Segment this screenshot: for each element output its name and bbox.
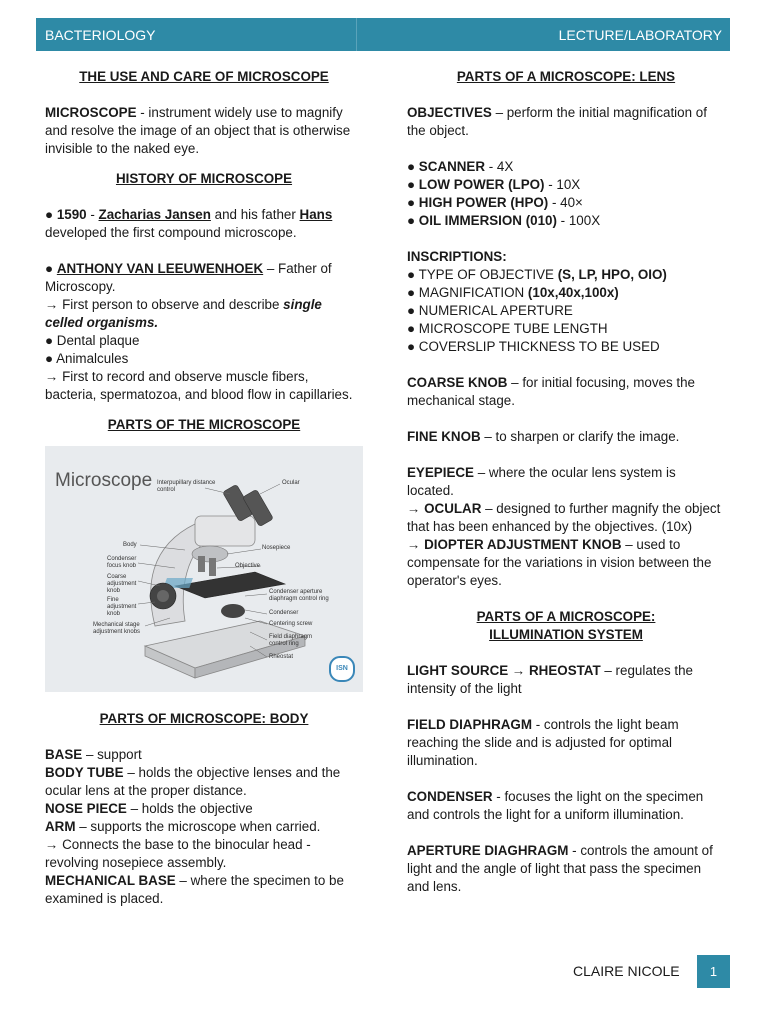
fine-knob	[407, 428, 725, 446]
label-cond-aperture: Condenser aperture diaphragm control ring	[269, 589, 329, 602]
term-lpo: ● LOW POWER (LPO)	[407, 177, 545, 192]
page-number: 1	[697, 955, 730, 988]
term-field-diaphragm: FIELD DIAPHRAGM	[407, 717, 532, 732]
history-name-jansen: Zacharias Jansen	[98, 207, 211, 222]
def-objectives: – perform the initial magnification of the object.	[407, 105, 707, 138]
term-eyepiece: EYEPIECE	[407, 465, 474, 480]
heading-use-and-care: THE USE AND CARE OF MICROSCOPE	[79, 69, 329, 84]
def-base: – support	[82, 747, 142, 762]
history-end: developed the first compound microscope.	[45, 225, 297, 240]
inscription-type-text: ● TYPE OF OBJECTIVE	[407, 267, 558, 282]
history-mid: and his father	[210, 207, 300, 222]
coarse-knob	[407, 374, 725, 410]
label-nosepiece: Nosepiece	[262, 545, 291, 551]
label-body: Body	[123, 542, 137, 548]
heading-lens: PARTS OF A MICROSCOPE: LENS	[456, 69, 676, 84]
aperture-diaphragm	[407, 842, 725, 896]
microscope-definition	[45, 104, 363, 158]
leeuwenhoek-name: ANTHONY VAN LEEUWENHOEK	[56, 261, 264, 276]
term-mechanical-base: MECHANICAL BASE	[45, 873, 176, 888]
val-scanner: - 4X	[485, 159, 514, 174]
body-nosepiece	[45, 800, 363, 818]
header-divider	[356, 18, 357, 51]
header-section: LECTURE/LABORATORY	[558, 27, 722, 43]
label-coarse: Coarse adjustment knob	[107, 574, 137, 594]
diopter-knob	[407, 536, 725, 590]
leeuwenhoek-item-animalcules: ● Animalcules	[45, 351, 129, 366]
val-oio: - 100X	[556, 213, 601, 228]
isn-logo: ISN	[329, 656, 355, 682]
term-microscope: MICROSCOPE	[45, 105, 137, 120]
label-fine: Fine adjustment knob	[107, 597, 137, 617]
label-interpupillary: Interpupillary distance control	[157, 480, 216, 493]
term-arm: ARM	[45, 819, 76, 834]
inscription-mag-text: ● MAGNIFICATION	[407, 285, 528, 300]
right-column	[407, 68, 725, 896]
term-fine-knob: FINE KNOB	[407, 429, 481, 444]
history-jansen	[45, 206, 363, 242]
def-arm: – supports the microscope when carried.	[75, 819, 321, 834]
term-scanner: ● SCANNER	[407, 159, 486, 174]
label-rheostat: Rheostat	[269, 654, 294, 660]
term-oio: ● OIL IMMERSION (010)	[407, 213, 557, 228]
inscription-magnification	[407, 284, 725, 302]
def-eyepiece: – where the ocular lens system is located.	[407, 465, 676, 498]
term-condenser: CONDENSER	[407, 789, 493, 804]
label-ocular: Ocular	[282, 480, 300, 486]
inscription-aperture: ● NUMERICAL APERTURE	[407, 303, 573, 318]
history-sep: -	[86, 207, 99, 222]
heading-history: HISTORY OF MICROSCOPE	[115, 171, 293, 186]
history-name-hans: Hans	[299, 207, 333, 222]
body-base	[45, 746, 363, 764]
term-base: BASE	[45, 747, 83, 762]
term-light-source: LIGHT SOURCE → RHEOSTAT	[407, 663, 601, 678]
body-arm	[45, 818, 363, 836]
microscope-diagram	[45, 446, 363, 692]
term-aperture-diaphragm: APERTURE DIAGHRAGM	[407, 843, 569, 858]
term-ocular: → OCULAR	[407, 501, 482, 516]
term-diopter: → DIOPTER ADJUSTMENT KNOB	[407, 537, 622, 552]
def-body-tube: – holds the objective lenses and the ocular lens at the proper distance.	[45, 765, 341, 798]
leeuwenhoek-fact-1-text: → First person to observe and describe	[45, 297, 284, 312]
inscription-type	[407, 266, 725, 284]
heading-illumination-1: PARTS OF A MICROSCOPE:	[476, 609, 656, 624]
def-fine-knob: – to sharpen or clarify the image.	[480, 429, 680, 444]
label-condenser: Condenser	[269, 610, 299, 616]
heading-parts: PARTS OF THE MICROSCOPE	[107, 417, 301, 432]
inscription-coverslip: ● COVERSLIP THICKNESS TO BE USED	[407, 339, 660, 354]
history-year: 1590	[56, 207, 87, 222]
label-field-diaphragm: Field diaphragm control ring	[269, 634, 313, 647]
def-coarse-knob: – for initial focusing, moves the mechanical stage.	[407, 375, 695, 408]
inscription-mag-values: (10x,40x,100x)	[527, 285, 619, 300]
eyepiece	[407, 464, 725, 500]
label-objective: Objective	[235, 563, 261, 569]
def-condenser: - focuses the light on the specimen and controls the light for a uniform illumination.	[407, 789, 704, 822]
def-nose-piece: – holds the objective	[126, 801, 253, 816]
term-nose-piece: NOSE PIECE	[45, 801, 127, 816]
def-ocular: – designed to further magnify the object that has been enhanced by the objectives. (10x)	[407, 501, 721, 534]
bullet: ●	[45, 207, 54, 222]
body-arm-note: → Connects the base to the binocular head - revolving nosepiece assembly.	[45, 837, 311, 870]
val-hpo: - 40×	[548, 195, 583, 210]
left-column	[45, 68, 363, 908]
body-mechanical-base	[45, 872, 363, 908]
heading-body: PARTS OF MICROSCOPE: BODY	[99, 711, 309, 726]
label-condenser-focus: Condenser focus knob	[107, 556, 137, 569]
field-diaphragm	[407, 716, 725, 770]
leeuwenhoek-fact-1-emphasis: single celled organisms.	[45, 297, 322, 330]
label-mech-stage: Mechanical stage adjustment knobs	[93, 622, 141, 635]
leeuwenhoek-fact-2: → First to record and observe muscle fibers, bacteria, spermatozoa, and blood flow in capillaries.	[45, 369, 353, 402]
term-objectives: OBJECTIVES	[407, 105, 492, 120]
ocular	[407, 500, 725, 536]
objective-oio	[407, 212, 725, 230]
inscription-type-values: (S, LP, HPO, OIO)	[557, 267, 667, 282]
def-field-diaphragm: - controls the light beam reaching the slide and is adjusted for optimal illumination.	[407, 717, 679, 768]
def-diopter: – used to compensate for the variations in vision between the operator's eyes.	[407, 537, 712, 588]
light-source	[407, 662, 725, 698]
term-body-tube: BODY TUBE	[45, 765, 124, 780]
history-leeuwenhoek	[45, 260, 363, 296]
objective-lpo	[407, 176, 725, 194]
inscriptions-title: INSCRIPTIONS:	[407, 249, 507, 264]
body-tube	[45, 764, 363, 800]
leeuwenhoek-item-dental: ● Dental plaque	[45, 333, 140, 348]
heading-illumination-2: ILLUMINATION SYSTEM	[489, 627, 643, 642]
val-lpo: - 10X	[544, 177, 581, 192]
diagram-title: Microscope	[55, 470, 153, 491]
objective-hpo	[407, 194, 725, 212]
def-mechanical-base: – where the specimen to be examined is placed.	[45, 873, 344, 906]
leeuwenhoek-rest: – Father of Microscopy.	[45, 261, 332, 294]
condenser	[407, 788, 725, 824]
label-centering: Centering screw	[269, 621, 313, 627]
leeuwenhoek-fact-1	[45, 296, 363, 332]
def-aperture-diaphragm: - controls the amount of light and the angle of light that pass the specimen and lens.	[407, 843, 713, 894]
objective-scanner	[407, 158, 725, 176]
term-hpo: ● HIGH POWER (HPO)	[407, 195, 549, 210]
page-header	[36, 18, 730, 51]
objectives-definition	[407, 104, 725, 140]
inscription-tube-length: ● MICROSCOPE TUBE LENGTH	[407, 321, 608, 336]
header-subject: BACTERIOLOGY	[45, 27, 156, 43]
footer-author: CLAIRE NICOLE	[573, 963, 680, 979]
term-coarse-knob: COARSE KNOB	[407, 375, 508, 390]
def-light-source: – regulates the intensity of the light	[407, 663, 693, 696]
bullet: ●	[45, 261, 54, 276]
def-microscope: - instrument widely use to magnify and resolve the image of an object that is otherwise invisible to the naked eye.	[45, 105, 351, 156]
